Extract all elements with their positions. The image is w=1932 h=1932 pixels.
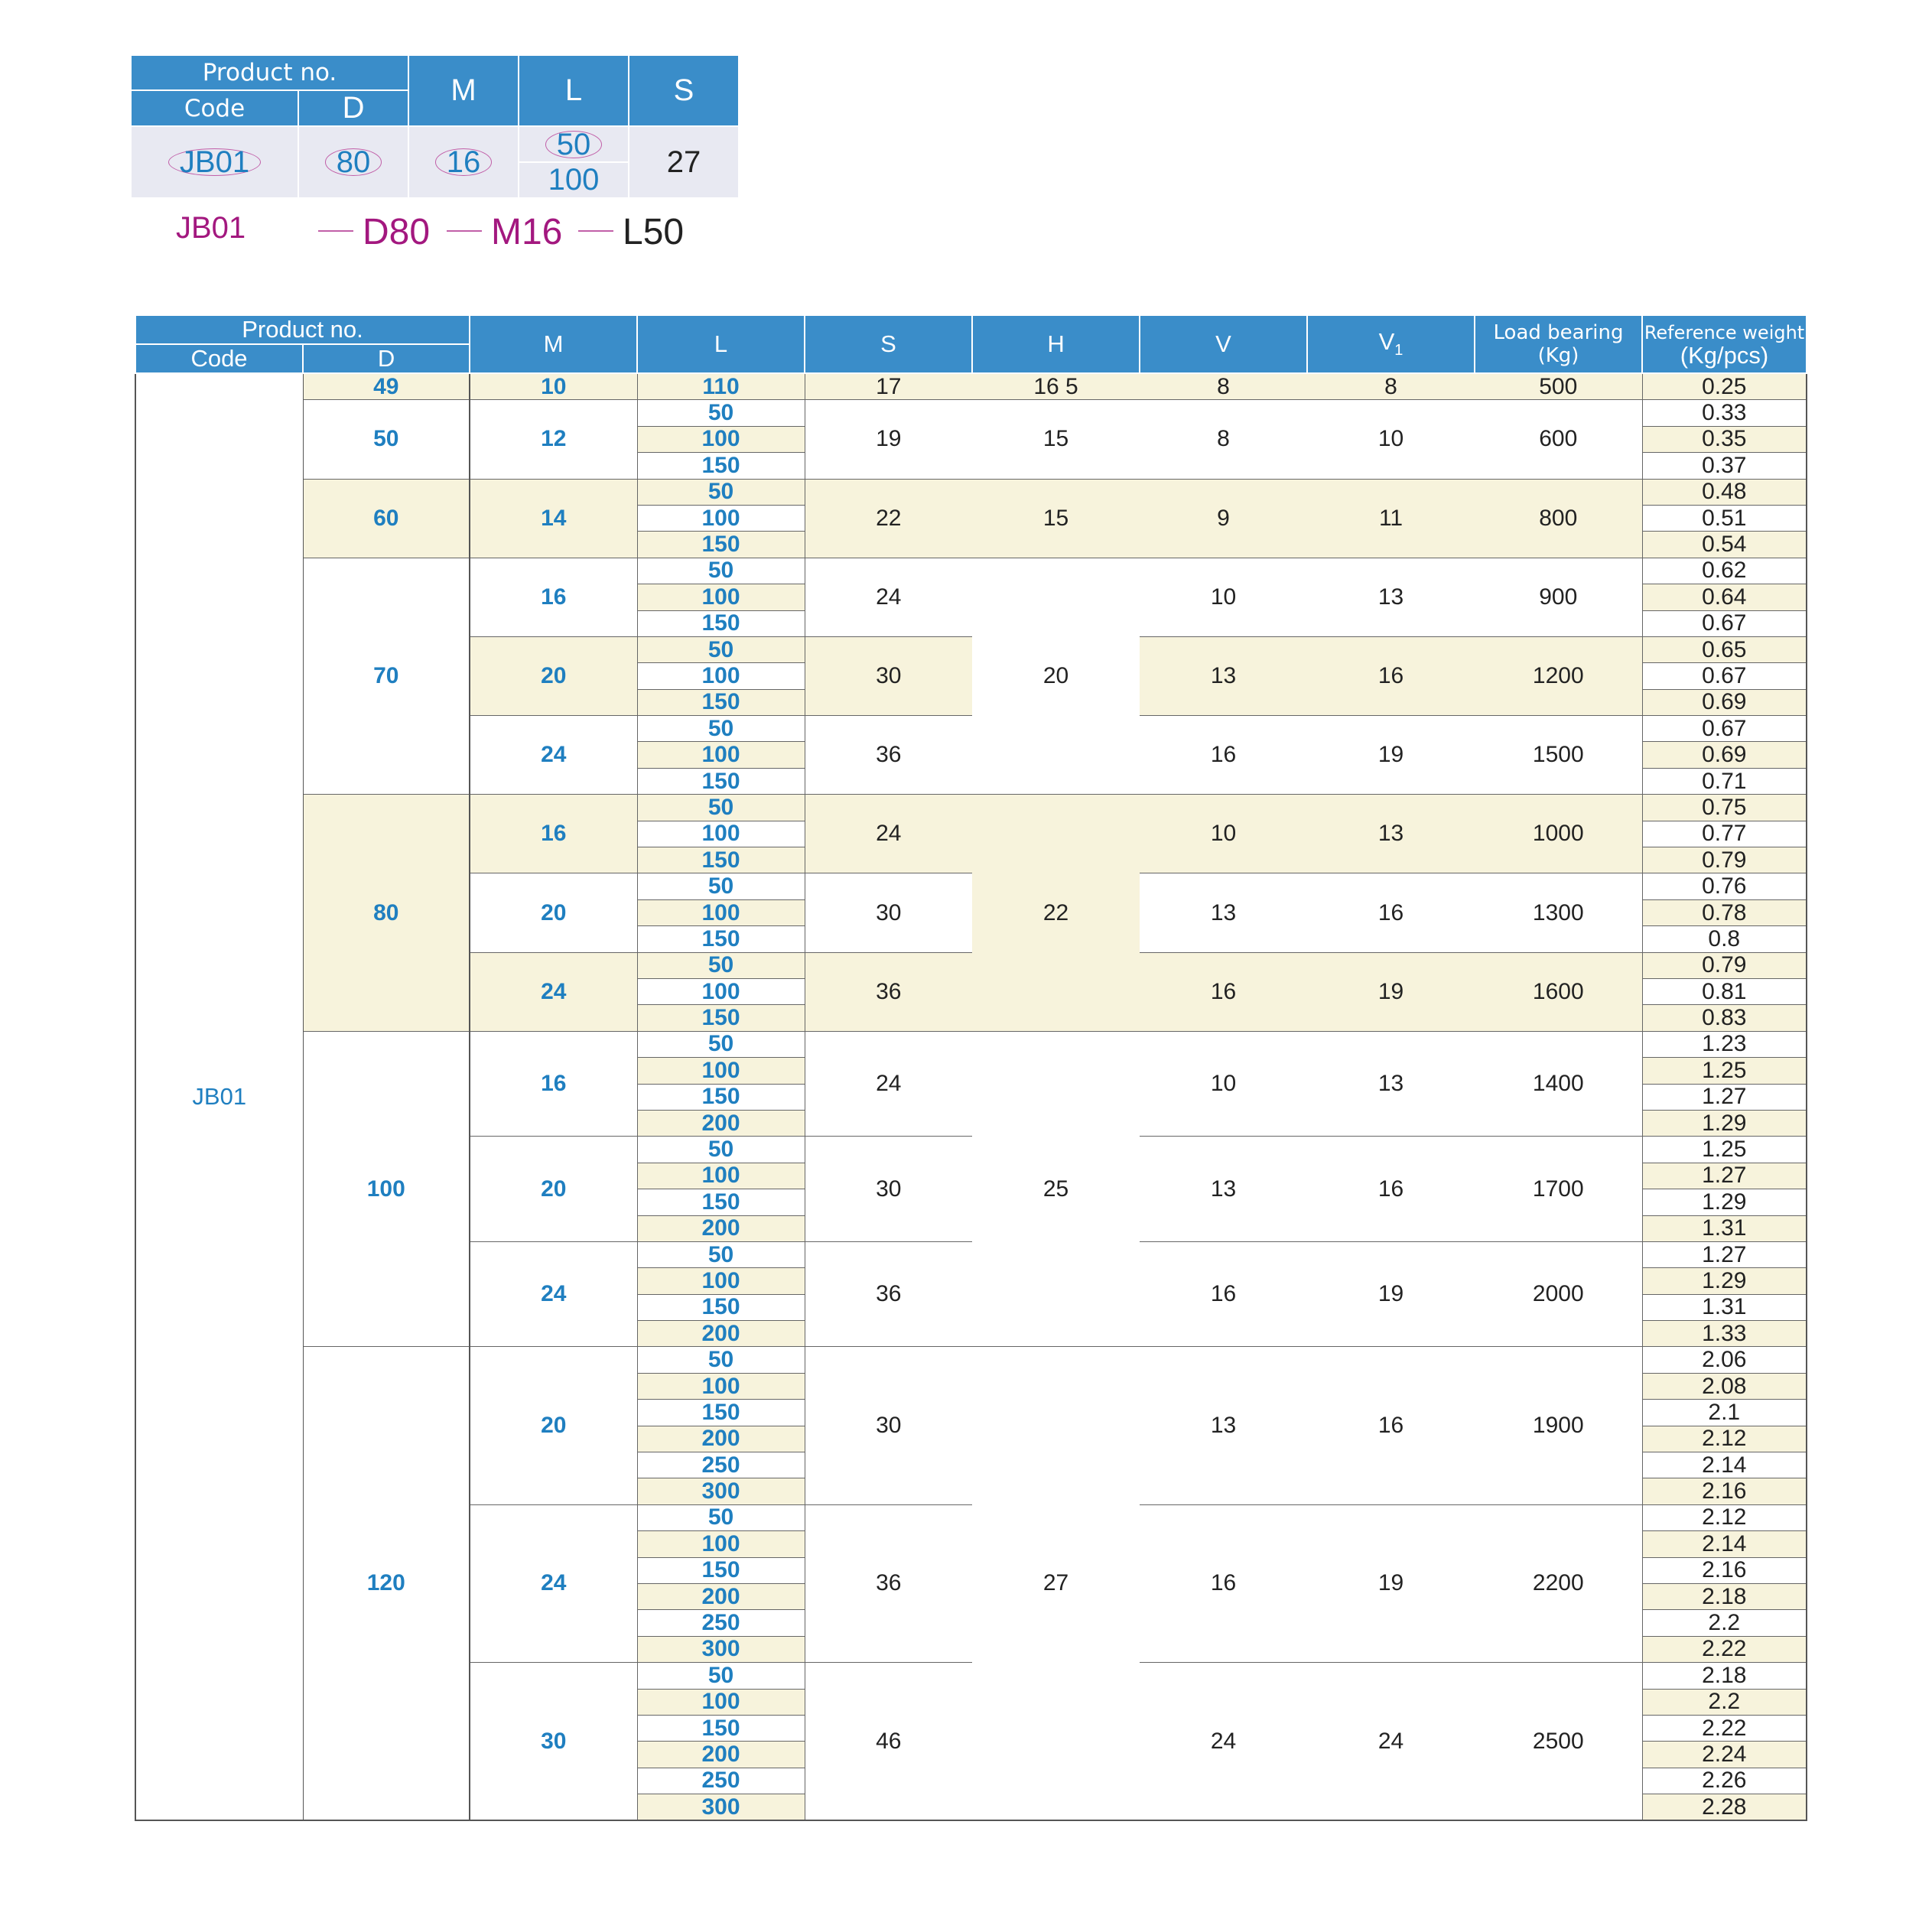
- spec-header-ref-weight: [1642, 315, 1807, 373]
- v1-value: 10: [1307, 400, 1475, 479]
- l-value: 250: [637, 1452, 805, 1478]
- v1-value: 13: [1307, 558, 1475, 636]
- order-code-m: M16: [491, 212, 563, 252]
- d-value: 49: [303, 373, 470, 400]
- ref-weight-value: 0.62: [1642, 558, 1807, 584]
- ref-weight-value: 1.31: [1642, 1294, 1807, 1320]
- header-m: M: [408, 55, 519, 126]
- ref-weight-value: 0.79: [1642, 952, 1807, 978]
- ref-weight-value: 0.69: [1642, 689, 1807, 715]
- m-value: 14: [470, 479, 637, 558]
- ref-weight-value: 2.24: [1642, 1742, 1807, 1768]
- h-value: 15: [972, 400, 1140, 479]
- example-d-cell: [298, 126, 408, 198]
- m-value: 12: [470, 400, 637, 479]
- ref-weight-value: 0.65: [1642, 636, 1807, 662]
- l-value: 50: [637, 1241, 805, 1267]
- l-value: 100: [637, 899, 805, 925]
- ref-weight-value: 0.48: [1642, 479, 1807, 505]
- ref-weight-value: 2.22: [1642, 1636, 1807, 1662]
- ref-weight-value: 2.18: [1642, 1583, 1807, 1609]
- s-value: 30: [805, 873, 972, 952]
- load-value: 900: [1475, 558, 1642, 636]
- ref-weight-value: 0.67: [1642, 663, 1807, 689]
- example-m-cell: [408, 126, 519, 198]
- l-value: 300: [637, 1478, 805, 1504]
- ref-weight-value: 2.16: [1642, 1478, 1807, 1504]
- m-value: 16: [470, 795, 637, 873]
- h-value: 25: [972, 1031, 1140, 1347]
- s-value: 24: [805, 795, 972, 873]
- m-value: 16: [470, 1031, 637, 1137]
- v1-value: 13: [1307, 1031, 1475, 1137]
- l-value: 150: [637, 689, 805, 715]
- l-value: 100: [637, 663, 805, 689]
- s-value: 36: [805, 1241, 972, 1347]
- spec-header-v1: [1307, 315, 1475, 373]
- example-l-selected: 50: [545, 131, 603, 158]
- load-value: 600: [1475, 400, 1642, 479]
- m-value: 20: [470, 1347, 637, 1504]
- v-value: 10: [1140, 558, 1307, 636]
- load-value: 1300: [1475, 873, 1642, 952]
- s-value: 19: [805, 400, 972, 479]
- load-value: 800: [1475, 479, 1642, 558]
- l-value: 110: [637, 373, 805, 400]
- v1-value: 13: [1307, 795, 1475, 873]
- l-value: 200: [637, 1742, 805, 1768]
- order-code-prefix: JB01: [176, 211, 246, 245]
- l-value: 50: [637, 479, 805, 505]
- ref-weight-value: 1.31: [1642, 1215, 1807, 1241]
- spec-header-code: Code: [135, 344, 303, 373]
- s-value: 36: [805, 952, 972, 1031]
- spec-header-ref-weight-unit: (Kg/pcs): [1680, 342, 1769, 369]
- v1-value: 16: [1307, 1347, 1475, 1504]
- load-value: 2200: [1475, 1504, 1642, 1662]
- l-value: 200: [637, 1583, 805, 1609]
- m-value: 20: [470, 873, 637, 952]
- s-value: 36: [805, 716, 972, 795]
- ref-weight-value: 0.37: [1642, 453, 1807, 479]
- m-value: 24: [470, 1504, 637, 1662]
- ref-weight-value: 2.06: [1642, 1347, 1807, 1373]
- v1-value: 8: [1307, 373, 1475, 400]
- table-row: [135, 1031, 1807, 1057]
- l-value: 150: [637, 1715, 805, 1741]
- table-row: [135, 1347, 1807, 1373]
- l-value: 100: [637, 505, 805, 531]
- l-value: 150: [637, 1189, 805, 1215]
- v-value: 8: [1140, 400, 1307, 479]
- load-value: 1000: [1475, 795, 1642, 873]
- ref-weight-value: 1.25: [1642, 1058, 1807, 1084]
- l-value: 150: [637, 926, 805, 952]
- h-value: 15: [972, 479, 1140, 558]
- l-value: 50: [637, 1504, 805, 1530]
- ordering-example: [130, 54, 738, 260]
- ref-weight-value: 2.14: [1642, 1452, 1807, 1478]
- l-value: 300: [637, 1636, 805, 1662]
- table-row: [135, 795, 1807, 821]
- m-value: 30: [470, 1663, 637, 1821]
- load-value: 500: [1475, 373, 1642, 400]
- v1-value: 16: [1307, 636, 1475, 715]
- load-value: 1200: [1475, 636, 1642, 715]
- spec-header-m: M: [470, 315, 637, 373]
- v-value: 13: [1140, 873, 1307, 952]
- load-value: 2500: [1475, 1663, 1642, 1821]
- s-value: 46: [805, 1663, 972, 1821]
- s-value: 30: [805, 636, 972, 715]
- ref-weight-value: 1.33: [1642, 1321, 1807, 1347]
- m-value: 10: [470, 373, 637, 400]
- spec-header-l: L: [637, 315, 805, 373]
- ref-weight-value: 2.14: [1642, 1531, 1807, 1557]
- l-value: 50: [637, 1663, 805, 1689]
- code-cell: JB01: [135, 373, 303, 1820]
- d-value: 60: [303, 479, 470, 558]
- spec-header-v1-sub: 1: [1394, 342, 1403, 359]
- ref-weight-value: 1.27: [1642, 1163, 1807, 1189]
- example-code-cell: [131, 126, 298, 198]
- l-value: 200: [637, 1426, 805, 1452]
- l-value: 50: [637, 952, 805, 978]
- s-value: 24: [805, 558, 972, 636]
- ref-weight-value: 2.08: [1642, 1373, 1807, 1399]
- v1-value: 11: [1307, 479, 1475, 558]
- l-value: 50: [637, 558, 805, 584]
- example-d: 80: [325, 148, 382, 176]
- ordering-example-table: [130, 54, 740, 199]
- order-code-d: D80: [363, 212, 431, 252]
- ref-weight-value: 2.16: [1642, 1557, 1807, 1583]
- ref-weight-value: 2.26: [1642, 1768, 1807, 1794]
- ref-weight-value: 0.83: [1642, 1005, 1807, 1031]
- l-value: 150: [637, 1005, 805, 1031]
- example-l-cell: [519, 126, 629, 198]
- v-value: 13: [1140, 636, 1307, 715]
- m-value: 24: [470, 1241, 637, 1347]
- spec-header-v: V: [1140, 315, 1307, 373]
- l-value: 50: [637, 636, 805, 662]
- ref-weight-value: 0.35: [1642, 426, 1807, 452]
- h-value: 27: [972, 1347, 1140, 1821]
- s-value: 36: [805, 1504, 972, 1662]
- v-value: 13: [1140, 1347, 1307, 1504]
- ref-weight-value: 0.33: [1642, 400, 1807, 426]
- spec-header-load: Load bearing (Kg): [1475, 315, 1642, 373]
- v-value: 8: [1140, 373, 1307, 400]
- s-value: 24: [805, 1031, 972, 1137]
- v-value: 10: [1140, 795, 1307, 873]
- example-l-alt: 100: [548, 163, 600, 197]
- l-value: 150: [637, 768, 805, 794]
- ref-weight-value: 1.25: [1642, 1137, 1807, 1163]
- load-value: 1500: [1475, 716, 1642, 795]
- l-value: 150: [637, 453, 805, 479]
- m-value: 24: [470, 952, 637, 1031]
- spec-table-container: [135, 314, 1807, 1821]
- l-value: 150: [637, 1294, 805, 1320]
- ref-weight-value: 0.81: [1642, 978, 1807, 1004]
- l-value: 200: [637, 1215, 805, 1241]
- table-row: [135, 373, 1807, 400]
- l-value: 50: [637, 873, 805, 899]
- l-value: 150: [637, 532, 805, 558]
- load-value: 1600: [1475, 952, 1642, 1031]
- l-value: 100: [637, 978, 805, 1004]
- ref-weight-value: 1.27: [1642, 1241, 1807, 1267]
- ref-weight-value: 1.27: [1642, 1084, 1807, 1110]
- ref-weight-value: 2.28: [1642, 1794, 1807, 1821]
- l-value: 100: [637, 1531, 805, 1557]
- l-value: 50: [637, 716, 805, 742]
- ref-weight-value: 2.22: [1642, 1715, 1807, 1741]
- header-l: L: [519, 55, 629, 126]
- l-value: 300: [637, 1794, 805, 1821]
- ref-weight-value: 0.51: [1642, 505, 1807, 531]
- spec-header-v1-main: V: [1378, 328, 1395, 356]
- h-value: 20: [972, 558, 1140, 795]
- spec-table-body: [135, 373, 1807, 1820]
- s-value: 22: [805, 479, 972, 558]
- l-value: 100: [637, 1689, 805, 1715]
- spec-header-d: D: [303, 344, 470, 373]
- ref-weight-value: 0.75: [1642, 795, 1807, 821]
- header-s: S: [629, 55, 739, 126]
- ref-weight-value: 0.64: [1642, 584, 1807, 610]
- separator-dash: [447, 230, 482, 232]
- ref-weight-value: 0.78: [1642, 899, 1807, 925]
- l-value: 150: [637, 610, 805, 636]
- v-value: 24: [1140, 1663, 1307, 1821]
- spec-header-product-no: Product no.: [135, 315, 470, 344]
- v-value: 10: [1140, 1031, 1307, 1137]
- ref-weight-value: 0.71: [1642, 768, 1807, 794]
- d-value: 100: [303, 1031, 470, 1347]
- h-value: 22: [972, 795, 1140, 1032]
- example-s: 27: [629, 126, 739, 198]
- separator-dash: [578, 230, 613, 232]
- l-value: 100: [637, 1373, 805, 1399]
- l-value: 150: [637, 1400, 805, 1426]
- l-value: 50: [637, 1031, 805, 1057]
- header-d: D: [298, 90, 408, 126]
- l-value: 200: [637, 1321, 805, 1347]
- example-code: JB01: [168, 148, 261, 176]
- s-value: 30: [805, 1347, 972, 1504]
- load-value: 2000: [1475, 1241, 1642, 1347]
- separator-dash: [318, 230, 353, 232]
- h-value: 16 5: [972, 373, 1140, 400]
- l-value: 50: [637, 795, 805, 821]
- load-value: 1700: [1475, 1137, 1642, 1242]
- l-value: 50: [637, 1137, 805, 1163]
- v-value: 16: [1140, 1504, 1307, 1662]
- ref-weight-value: 0.76: [1642, 873, 1807, 899]
- ref-weight-value: 2.2: [1642, 1689, 1807, 1715]
- load-value: 1400: [1475, 1031, 1642, 1137]
- order-code-d-part: [318, 211, 430, 253]
- s-value: 17: [805, 373, 972, 400]
- l-value: 100: [637, 821, 805, 847]
- d-value: 70: [303, 558, 470, 795]
- load-value: 1900: [1475, 1347, 1642, 1504]
- m-value: 24: [470, 716, 637, 795]
- m-value: 16: [470, 558, 637, 636]
- ref-weight-value: 0.77: [1642, 821, 1807, 847]
- v1-value: 19: [1307, 1504, 1475, 1662]
- ref-weight-value: 2.2: [1642, 1610, 1807, 1636]
- header-code: Code: [131, 90, 298, 126]
- l-value: 250: [637, 1610, 805, 1636]
- v-value: 16: [1140, 1241, 1307, 1347]
- l-value: 150: [637, 1557, 805, 1583]
- v1-value: 19: [1307, 716, 1475, 795]
- v1-value: 19: [1307, 1241, 1475, 1347]
- example-m: 16: [435, 148, 493, 176]
- v-value: 16: [1140, 952, 1307, 1031]
- ref-weight-value: 2.12: [1642, 1504, 1807, 1530]
- l-value: 100: [637, 1058, 805, 1084]
- l-value: 50: [637, 1347, 805, 1373]
- spec-table: [135, 314, 1807, 1821]
- ref-weight-value: 1.29: [1642, 1268, 1807, 1294]
- v-value: 13: [1140, 1137, 1307, 1242]
- l-value: 100: [637, 1163, 805, 1189]
- table-row: [135, 558, 1807, 584]
- m-value: 20: [470, 1137, 637, 1242]
- d-value: 50: [303, 400, 470, 479]
- ref-weight-value: 2.18: [1642, 1663, 1807, 1689]
- l-value: 100: [637, 1268, 805, 1294]
- table-row: [135, 400, 1807, 426]
- l-value: 200: [637, 1110, 805, 1136]
- l-value: 100: [637, 742, 805, 768]
- ref-weight-value: 1.29: [1642, 1110, 1807, 1136]
- v-value: 9: [1140, 479, 1307, 558]
- m-value: 20: [470, 636, 637, 715]
- spec-header-ref-weight-label: Reference weight: [1644, 322, 1805, 343]
- l-value: 250: [637, 1768, 805, 1794]
- ref-weight-value: 0.67: [1642, 610, 1807, 636]
- l-value: 150: [637, 847, 805, 873]
- ref-weight-value: 0.54: [1642, 532, 1807, 558]
- ref-weight-value: 0.69: [1642, 742, 1807, 768]
- ref-weight-value: 2.1: [1642, 1400, 1807, 1426]
- l-value: 100: [637, 426, 805, 452]
- order-code-l-part: [578, 211, 684, 253]
- ref-weight-value: 0.79: [1642, 847, 1807, 873]
- ref-weight-value: 2.12: [1642, 1426, 1807, 1452]
- v1-value: 19: [1307, 952, 1475, 1031]
- d-value: 120: [303, 1347, 470, 1821]
- v1-value: 16: [1307, 873, 1475, 952]
- l-value: 150: [637, 1084, 805, 1110]
- spec-header-h: H: [972, 315, 1140, 373]
- header-product-no: Product no.: [131, 55, 408, 90]
- ref-weight-value: 0.8: [1642, 926, 1807, 952]
- ref-weight-value: 0.25: [1642, 373, 1807, 400]
- d-value: 80: [303, 795, 470, 1032]
- l-value: 100: [637, 584, 805, 610]
- v1-value: 16: [1307, 1137, 1475, 1242]
- spec-header-s: S: [805, 315, 972, 373]
- s-value: 30: [805, 1137, 972, 1242]
- l-value: 50: [637, 400, 805, 426]
- table-row: [135, 479, 1807, 505]
- ref-weight-value: 1.29: [1642, 1189, 1807, 1215]
- v-value: 16: [1140, 716, 1307, 795]
- ref-weight-value: 1.23: [1642, 1031, 1807, 1057]
- ref-weight-value: 0.67: [1642, 716, 1807, 742]
- order-code-m-part: [447, 211, 562, 253]
- order-code: [130, 199, 738, 260]
- order-code-l: L50: [623, 212, 685, 252]
- v1-value: 24: [1307, 1663, 1475, 1821]
